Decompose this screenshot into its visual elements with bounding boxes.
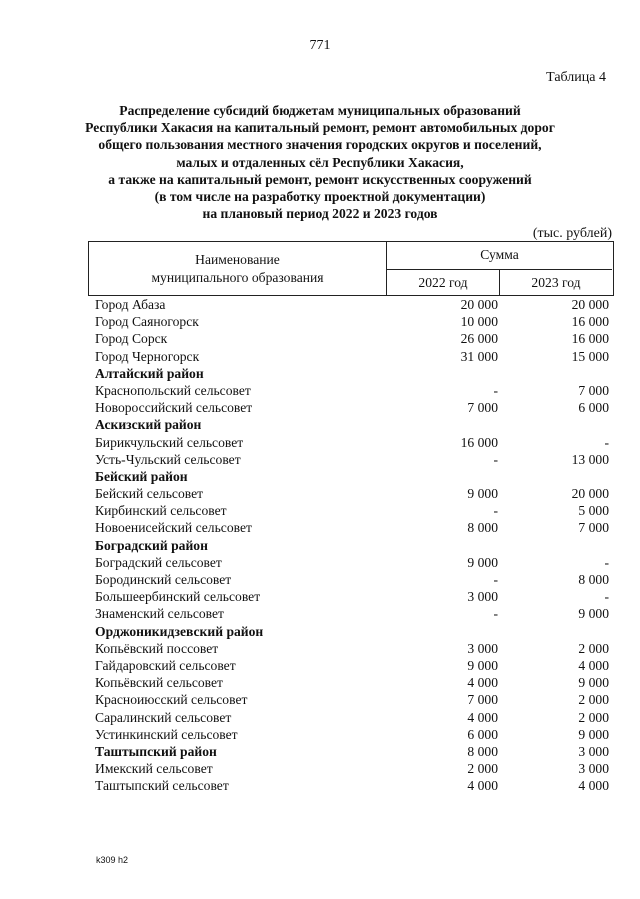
district-row — [95, 537, 615, 554]
row-name: Усть-Чульский сельсовет — [95, 451, 241, 467]
row-name: Устинкинский сельсовет — [95, 726, 238, 742]
row-name: Таштыпский сельсовет — [95, 778, 229, 794]
units-label: (тыс. рублей) — [532, 226, 612, 241]
title-line: Республики Хакасия на капитальный ремонт, ремонт автомобильных дорог — [85, 120, 555, 136]
table-row — [95, 777, 615, 794]
row-value-2022: 4 000 — [467, 709, 498, 725]
row-value-2022: 9 000 — [467, 554, 498, 570]
row-value-2022: 8 000 — [467, 743, 498, 759]
row-name: Копьёвский поссовет — [95, 640, 219, 656]
row-name: Новоенисейский сельсовет — [95, 520, 252, 536]
row-value-2022: 4 000 — [467, 778, 498, 794]
row-name: Краснопольский сельсовет — [95, 382, 251, 398]
row-value-2022: 4 000 — [467, 675, 498, 691]
table-row — [95, 640, 615, 657]
row-value-2023: 2 000 — [578, 709, 609, 725]
row-value-2023: 7 000 — [578, 520, 609, 536]
row-name: Саралинский сельсовет — [95, 709, 232, 725]
header-name-line2: муниципального образования — [151, 269, 324, 285]
table-row — [95, 502, 615, 519]
table-label: Таблица 4 — [546, 70, 606, 85]
row-value-2023: 16 000 — [571, 314, 609, 330]
row-value-2023: 15 000 — [571, 348, 609, 364]
table-row — [95, 554, 615, 571]
row-name: Город Абаза — [95, 297, 166, 312]
row-value-2023: 2 000 — [578, 640, 609, 656]
row-name: Бирикчульский сельсовет — [95, 434, 244, 450]
row-value-2022: - — [493, 503, 498, 519]
document-title — [60, 102, 580, 222]
row-value-2023: - — [604, 554, 609, 570]
title-line: Распределение субсидий бюджетам муниципальных образований — [119, 103, 521, 118]
row-name: Новороссийский сельсовет — [95, 400, 253, 416]
row-value-2023: 9 000 — [578, 726, 609, 742]
row-value-2023: 16 000 — [571, 331, 609, 347]
header-sum-cell: Сумма — [387, 242, 612, 270]
row-value-2023: 5 000 — [578, 503, 609, 519]
title-line: общего пользования местного значения городских округов и поселений, — [98, 137, 542, 153]
row-value-2023: 6 000 — [578, 400, 609, 416]
table-row — [95, 519, 615, 536]
row-value-2023: 13 000 — [571, 451, 609, 467]
row-value-2022: 9 000 — [467, 486, 498, 502]
title-line: на плановый период 2022 и 2023 годов — [202, 206, 438, 222]
row-value-2022: - — [493, 451, 498, 467]
table-row — [95, 588, 615, 605]
row-name: Город Сорск — [95, 331, 168, 347]
row-name: Бейский район — [95, 468, 188, 484]
row-value-2023: 8 000 — [578, 572, 609, 587]
row-name: Имекский сельсовет — [95, 761, 213, 777]
table-row — [95, 451, 615, 468]
row-value-2023: 4 000 — [578, 657, 609, 673]
table-row — [95, 571, 615, 588]
row-name: Знаменский сельсовет — [95, 606, 224, 622]
row-value-2023: 2 000 — [578, 692, 609, 708]
table-row — [95, 726, 615, 743]
row-value-2023: 3 000 — [578, 743, 609, 759]
title-line: малых и отдаленных сёл Республики Хакасия, — [176, 154, 464, 170]
row-name: Большеербинский сельсовет — [95, 589, 261, 605]
page-number: 771 — [309, 38, 331, 53]
table-row — [95, 760, 615, 777]
table-row — [95, 296, 615, 313]
row-name: Орджоникидзевский район — [95, 623, 264, 639]
row-value-2022: 8 000 — [467, 520, 498, 536]
table-row — [95, 399, 615, 416]
table-row — [95, 434, 615, 451]
table-row — [95, 348, 615, 365]
row-name: Гайдаровский сельсовет — [95, 657, 236, 673]
district-row — [95, 468, 615, 485]
row-value-2023: 7 000 — [578, 382, 609, 398]
table-row — [95, 605, 615, 622]
row-name: Копьёвский сельсовет — [95, 675, 223, 691]
row-value-2022: 2 000 — [467, 761, 498, 777]
row-value-2023: - — [604, 589, 609, 605]
district-row — [95, 365, 615, 382]
row-value-2022: 3 000 — [467, 589, 498, 605]
row-name: Боградский район — [95, 537, 208, 553]
table-body — [95, 296, 615, 794]
row-value-2022: 31 000 — [460, 348, 498, 364]
row-value-2023: 3 000 — [578, 761, 609, 777]
row-value-2023: 20 000 — [571, 486, 609, 502]
table-row — [95, 674, 615, 691]
row-value-2022: 7 000 — [467, 400, 498, 416]
header-name-cell — [89, 242, 387, 295]
row-name: Таштыпский район — [95, 743, 217, 759]
row-name: Алтайский район — [95, 365, 204, 381]
table-row — [95, 691, 615, 708]
row-value-2022: 3 000 — [467, 640, 498, 656]
row-name: Город Саяногорск — [95, 314, 199, 330]
table-row — [95, 382, 615, 399]
row-name: Бородинский сельсовет — [95, 572, 232, 587]
header-year-2023: 2023 год — [531, 275, 581, 290]
row-value-2023: 4 000 — [578, 778, 609, 794]
row-value-2022: 26 000 — [460, 331, 498, 347]
row-value-2022: - — [493, 382, 498, 398]
row-value-2022: 10 000 — [460, 314, 498, 330]
table-row — [95, 657, 615, 674]
row-name: Кирбинский сельсовет — [95, 503, 227, 519]
header-year-2022: 2022 год — [387, 270, 500, 295]
table-header — [88, 241, 614, 296]
title-line: (в том числе на разработку проектной документации) — [154, 189, 486, 205]
district-row — [95, 743, 615, 760]
row-value-2023: 9 000 — [578, 675, 609, 691]
header-name-line1: Наименование — [195, 251, 280, 267]
row-value-2022: 9 000 — [467, 657, 498, 673]
table-row — [95, 709, 615, 726]
row-value-2022: 7 000 — [467, 692, 498, 708]
title-line: а также на капитальный ремонт, ремонт искусственных сооружений — [108, 171, 532, 187]
row-value-2023: - — [604, 434, 609, 450]
row-value-2022: - — [493, 572, 498, 587]
district-row — [95, 416, 615, 433]
row-name: Красноиюсский сельсовет — [95, 692, 248, 708]
row-value-2022: - — [493, 606, 498, 622]
row-name: Город Черногорск — [95, 348, 200, 364]
row-value-2023: 9 000 — [578, 606, 609, 622]
table-row — [95, 330, 615, 347]
row-value-2022: 20 000 — [460, 297, 498, 312]
row-name: Боградский сельсовет — [95, 554, 222, 570]
row-value-2022: 6 000 — [467, 726, 498, 742]
table-row — [95, 313, 615, 330]
table-row — [95, 485, 615, 502]
district-row — [95, 623, 615, 640]
row-name: Аскизский район — [95, 417, 202, 433]
row-name: Бейский сельсовет — [95, 486, 204, 502]
footer-code: k309 h2 — [96, 855, 129, 865]
row-value-2023: 20 000 — [571, 297, 609, 312]
row-value-2022: 16 000 — [460, 434, 498, 450]
